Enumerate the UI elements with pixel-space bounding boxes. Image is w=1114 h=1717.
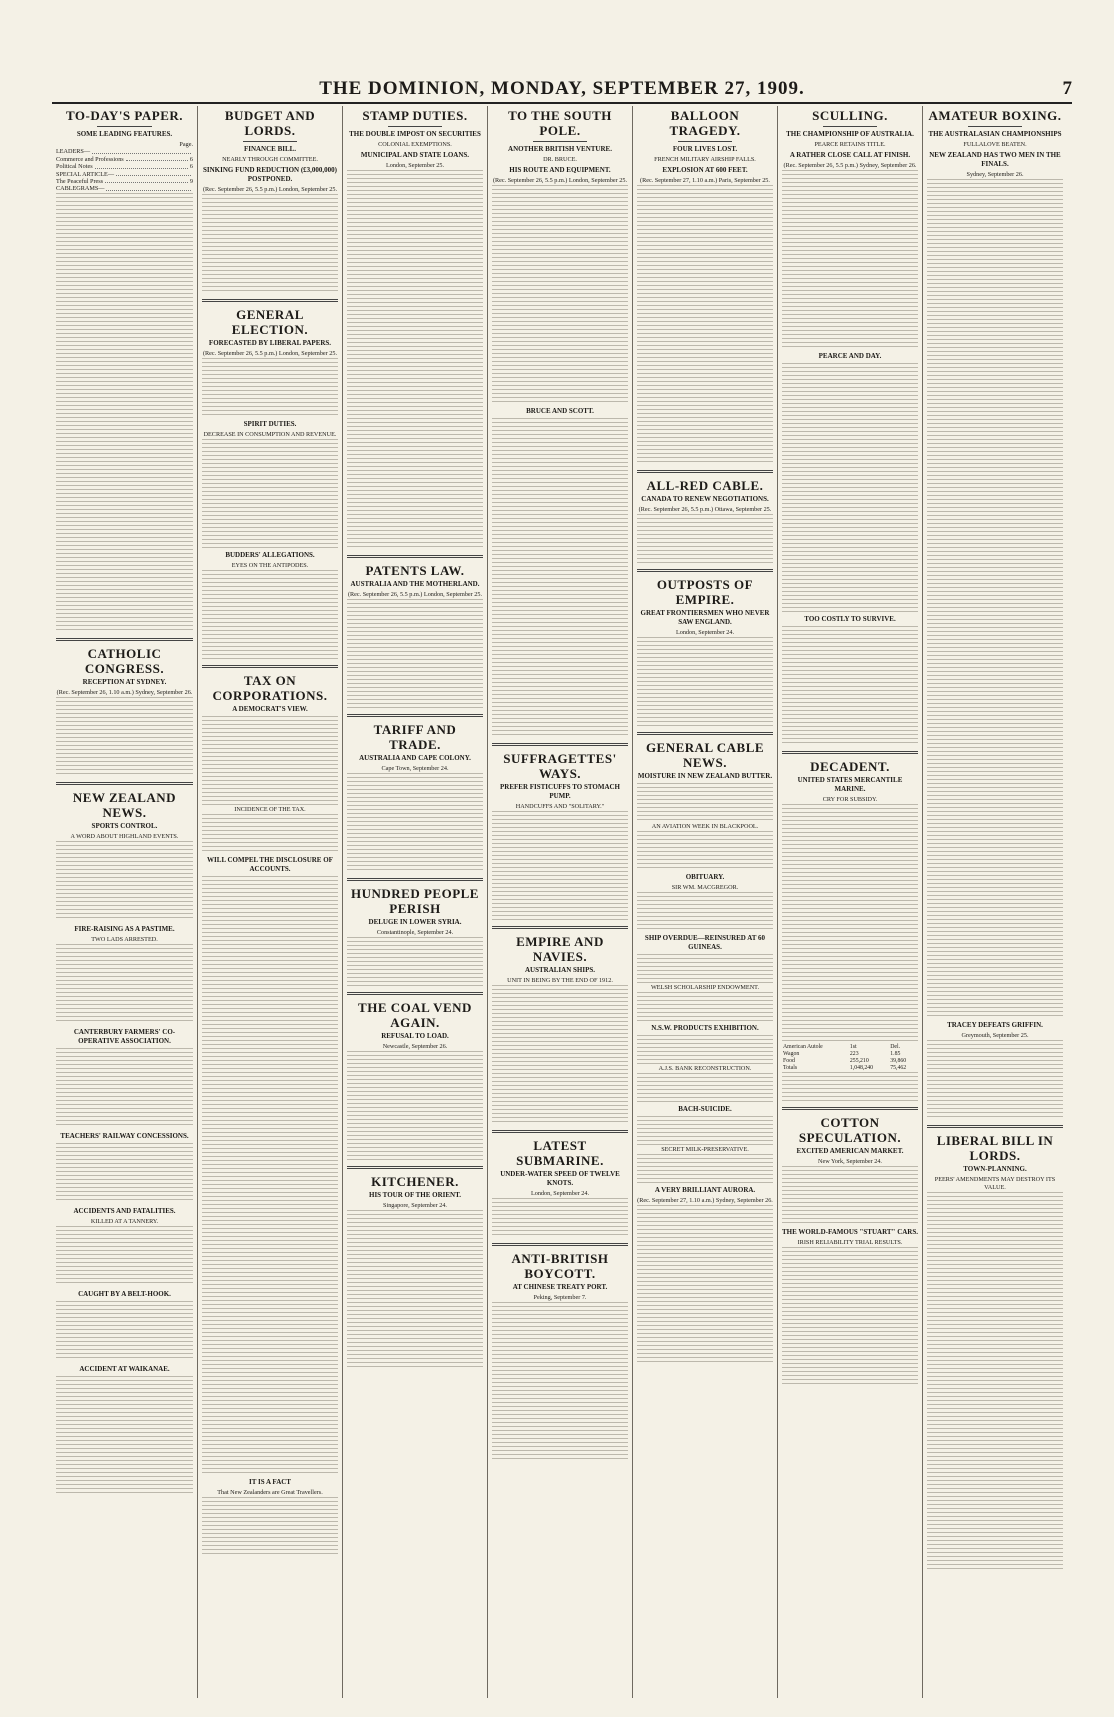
article [56,790,193,921]
article-subheading: THE WORLD-FAMOUS "STUART" CARS. [782,1228,919,1236]
article-heading: ALL-RED CABLE. [646,478,764,493]
article-dateline: New York, September 24. [818,1158,882,1165]
article-subheading: CANTERBURY FARMERS' CO-OPERATIVE ASSOCIATION. [73,1027,176,1045]
article-dateline: NEARLY THROUGH COMMITTEE. [222,156,318,163]
article-subheading: EXPLOSION AT 600 FEET. [662,166,748,174]
article-subheading: FORECASTED BY LIBERAL PAPERS. [208,339,332,347]
article-dateline: SIR WM. MACGREGOR. [671,884,739,891]
article-subheading: AUSTRALIA AND CAPE COLONY. [359,754,471,762]
article-subheading: NEW ZEALAND HAS TWO MEN IN THE FINALS. [929,151,1061,168]
article-subheading: TOO COSTLY TO SURVIVE. [804,615,896,623]
index-list [56,148,193,192]
column-6 [777,106,922,1698]
article-dateline: London, September 25. [385,162,445,169]
article-dateline: AN AVIATION WEEK IN BLACKPOOL. [651,823,759,830]
article-subheading: TEACHERS' RAILWAY CONCESSIONS. [60,1131,189,1140]
table-row: Wagon 223 1.85 [783,1051,901,1057]
column-5 [632,106,777,1698]
article-dateline: DECREASE IN CONSUMPTION AND REVENUE. [203,431,337,438]
article-dateline: (Rec. September 26, 1.10 a.m.) Sydney, September 26. [56,688,193,696]
article-subheading: FOUR LIVES LOST. [672,145,738,153]
article-dateline: A WORD ABOUT HIGHLAND EVENTS. [70,832,179,840]
article-subheading: N.S.W. PRODUCTS EXHIBITION. [651,1024,759,1032]
article-subheading: SINKING FUND REDUCTION (£3,000,000) POSTPONED. [203,166,337,183]
article-subheading: AUSTRALIA AND THE MOTHERLAND. [350,580,480,588]
table-row: Totals 1,048,240 75,462 [783,1065,907,1071]
index-item: CABLEGRAMS— [56,185,193,192]
masthead [52,78,1072,104]
article-dateline: PEERS' AMENDMENTS MAY DESTROY ITS VALUE. [934,1176,1056,1191]
article-subheading: EXCITED AMERICAN MARKET. [796,1147,904,1155]
article-dateline: (Rec. September 26, 5.5 p.m.) London, September 25. [202,186,338,193]
article-subheading: UNITED STATES MERCANTILE MARINE. [797,776,903,793]
article-subheading: TRACEY DEFEATS GRIFFIN. [947,1021,1043,1029]
article-dateline: Constantinople, September 24. [376,929,454,936]
article-subheading: HIS ROUTE AND EQUIPMENT. [509,166,611,174]
column-7 [922,106,1067,1698]
table-row: Food 255,210 39,860 [783,1058,907,1064]
article-dateline: (Rec. September 26, 5.5 p.m.) London, September 25. [347,591,483,598]
column-heading: STAMP DUTIES. [362,108,468,123]
article-dateline: Cape Town, September 24. [381,765,449,772]
column-heading: BUDGET AND LORDS. [224,108,316,138]
article-heading: LATEST SUBMARINE. [516,1138,604,1168]
newspaper-columns [52,106,1072,1698]
article-dateline: UNIT IN BEING BY THE END OF 1912. [507,977,613,984]
article-subheading: UNDER-WATER SPEED OF TWELVE KNOTS. [500,1170,620,1187]
article-subheading: A RATHER CLOSE CALL AT FINISH. [789,151,911,159]
newspaper-title: THE DOMINION, MONDAY, SEPTEMBER 27, 1909. [319,78,805,99]
article-subheading: RECEPTION AT SYDNEY. [82,677,167,686]
article-heading: NEW ZEALAND NEWS. [72,789,177,820]
article-heading: ANTI-BRITISH BOYCOTT. [511,1251,609,1281]
article-heading: COTTON SPECULATION. [798,1115,902,1145]
article-subheading: THE AUSTRALASIAN CHAMPIONSHIPS [928,130,1062,138]
article-dateline: CRY FOR SUBSIDY. [822,796,878,803]
article-dateline: A.J.S. BANK RECONSTRUCTION. [658,1065,752,1072]
article-subheading: AT CHINESE TREATY PORT. [512,1283,608,1291]
article-subheading: THE CHAMPIONSHIP OF AUSTRALIA. [786,130,914,138]
article-dateline: HANDCUFFS AND "SOLITARY." [515,803,605,810]
article [56,925,193,1024]
page-number: 7 [1062,78,1072,99]
article-dateline: KILLED AT A TANNERY. [90,1217,159,1225]
article-subheading: REFUSAL TO LOAD. [381,1032,449,1040]
index-item: The Peaceful Press 9 [56,178,193,186]
article-dateline: Singapore, September 24. [383,1202,447,1209]
article-dateline: SECRET MILK-PRESERVATIVE. [661,1146,749,1153]
article-dateline: FRENCH MILITARY AIRSHIP FALLS. [654,156,756,163]
article-dateline: IRISH RELIABILITY TRIAL RESULTS. [797,1239,903,1246]
column-4 [487,106,632,1698]
article-dateline: Sydney, September 26. [966,171,1024,178]
article-dateline: Greymouth, September 25. [961,1032,1029,1039]
article-heading: SUFFRAGETTES' WAYS. [503,751,617,781]
column-2 [197,106,342,1698]
column-heading: BALLOON TRAGEDY. [669,108,741,138]
article-subheading: DELUGE IN LOWER SYRIA. [368,918,462,926]
article-subheading: A VERY BRILLIANT AURORA. [654,1186,756,1194]
article-heading: EMPIRE AND NAVIES. [516,934,604,964]
article-subheading: ACCIDENTS AND FATALITIES. [73,1206,176,1215]
article [56,1290,193,1361]
article-dateline: WELSH SCHOLARSHIP ENDOWMENT. [650,984,760,991]
article-dateline: EYES ON THE ANTIPODES. [231,562,309,569]
article-subheading: ANOTHER BRITISH VENTURE. [508,145,612,153]
article-subheading: TOWN-PLANNING. [963,1165,1027,1173]
article-dateline: (Rec. September 27, 1.10 a.m.) Paris, September 25. [640,177,770,184]
column-1 [52,106,197,1698]
article-subheading: ACCIDENT AT WAIKANAE. [79,1364,170,1373]
article-dateline: DR. BRUCE. [543,156,577,163]
article-dateline: FULLALOVE BEATEN. [963,141,1027,148]
article-dateline: (Rec. September 26, 5.5 p.m.) London, September 25. [492,177,628,184]
article-subheading: BUDDERS' ALLEGATIONS. [225,551,315,559]
article-subheading: MUNICIPAL AND STATE LOANS. [360,151,470,159]
article-subheading: MOISTURE IN NEW ZEALAND BUTTER. [637,772,773,780]
article-subheading: AUSTRALIAN SHIPS. [524,966,596,974]
article-subheading: WILL COMPEL THE DISCLOSURE OF ACCOUNTS. [207,856,333,873]
article-subheading: IT IS A FACT [249,1478,291,1486]
article-subheading: CAUGHT BY A BELT-HOOK. [78,1289,171,1298]
article-dateline: (Rec. September 26, 5.5 p.m.) Ottawa, September 25. [638,506,772,513]
index-subheading: SOME LEADING FEATURES. [76,130,173,138]
article-dateline: London, September 24. [530,1190,590,1197]
article-subheading: HIS TOUR OF THE ORIENT. [369,1191,461,1199]
article-subheading: SPORTS CONTROL. [91,821,158,830]
article-dateline: COLONIAL EXEMPTIONS. [378,141,452,148]
article-subheading: SPIRIT DUTIES. [243,420,297,428]
article-subheading: A DEMOCRAT'S VIEW. [232,705,308,713]
article-subheading: PREFER FISTICUFFS TO STOMACH PUMP. [500,783,620,800]
index-item: SPECIAL ARTICLE— [56,171,193,178]
article-heading: PATENTS LAW. [365,563,465,578]
article-heading: CATHOLIC CONGRESS. [84,645,165,676]
article-heading: THE COAL VEND AGAIN. [358,1000,472,1030]
article-subheading: BACH-SUICIDE. [678,1105,732,1113]
article-subheading: CANADA TO RENEW NEGOTIATIONS. [641,495,769,503]
article-subheading: PEARCE AND DAY. [818,352,882,360]
article-dateline: (Rec. September 27, 1.10 a.m.) Sydney, September 26. [637,1197,773,1204]
article-dateline: (Rec. September 26, 5.5 p.m.) London, September 25. [202,350,338,357]
article-heading: GENERAL ELECTION. [231,307,309,337]
index-header: Page. [179,141,193,148]
article-subheading: BRUCE AND SCOTT. [526,407,594,415]
article-dateline: INCIDENCE OF THE TAX. [234,806,306,813]
column-heading: TO THE SOUTH POLE. [508,108,612,138]
article-heading: LIBERAL BILL IN LORDS. [936,1133,1054,1163]
index-item: Commerce and Professions 6 [56,155,193,163]
article-subheading: FIRE-RAISING AS A PASTIME. [74,924,175,933]
table-row: American Autole 1st Del. [783,1044,901,1050]
column-heading: SCULLING. [812,108,888,123]
index-item: LEADERS— [56,148,193,155]
article-dateline: Peking, September 7. [533,1294,587,1301]
article-heading: OUTPOSTS OF EMPIRE. [656,577,754,607]
article-dateline: That New Zealanders are Great Travellers. [217,1489,323,1496]
article-subheading: OBITUARY. [685,873,725,881]
article [56,1365,193,1496]
article [56,646,193,777]
article-dateline: London, September 24. [675,629,735,636]
article-dateline: (Rec. September 26, 5.5 p.m.) Sydney, September 26. [783,162,917,169]
article [56,1207,193,1286]
article-heading: KITCHENER. [371,1174,459,1189]
article-subheading: THE DOUBLE IMPOST ON SECURITIES [349,130,481,138]
column-3 [342,106,487,1698]
article-subheading: FINANCE BILL. [243,145,297,153]
column-heading: TO-DAY'S PAPER. [65,108,184,123]
article-heading: GENERAL CABLE NEWS. [645,740,765,770]
column-heading: AMATEUR BOXING. [928,108,1062,123]
results-table [782,1044,918,1072]
article-subheading: GREAT FRONTIERSMEN WHO NEVER SAW ENGLAND. [640,609,770,626]
article-subheading: SHIP OVERDUE—REINSURED AT 60 GUINEAS. [644,934,766,951]
article [56,1132,193,1203]
article-dateline: PEARCE RETAINS TITLE. [814,141,886,148]
article-heading: DECADENT. [810,759,890,774]
article-dateline: TWO LADS ARRESTED. [91,935,158,943]
article-heading: TARIFF AND TRADE. [373,722,457,752]
article [56,1028,193,1128]
index-item: Political Notes 6 [56,163,193,171]
article-heading: TAX ON CORPORATIONS. [212,673,328,703]
article-heading: HUNDRED PEOPLE PERISH [351,886,479,916]
article-dateline: Newcastle, September 26. [382,1043,448,1050]
